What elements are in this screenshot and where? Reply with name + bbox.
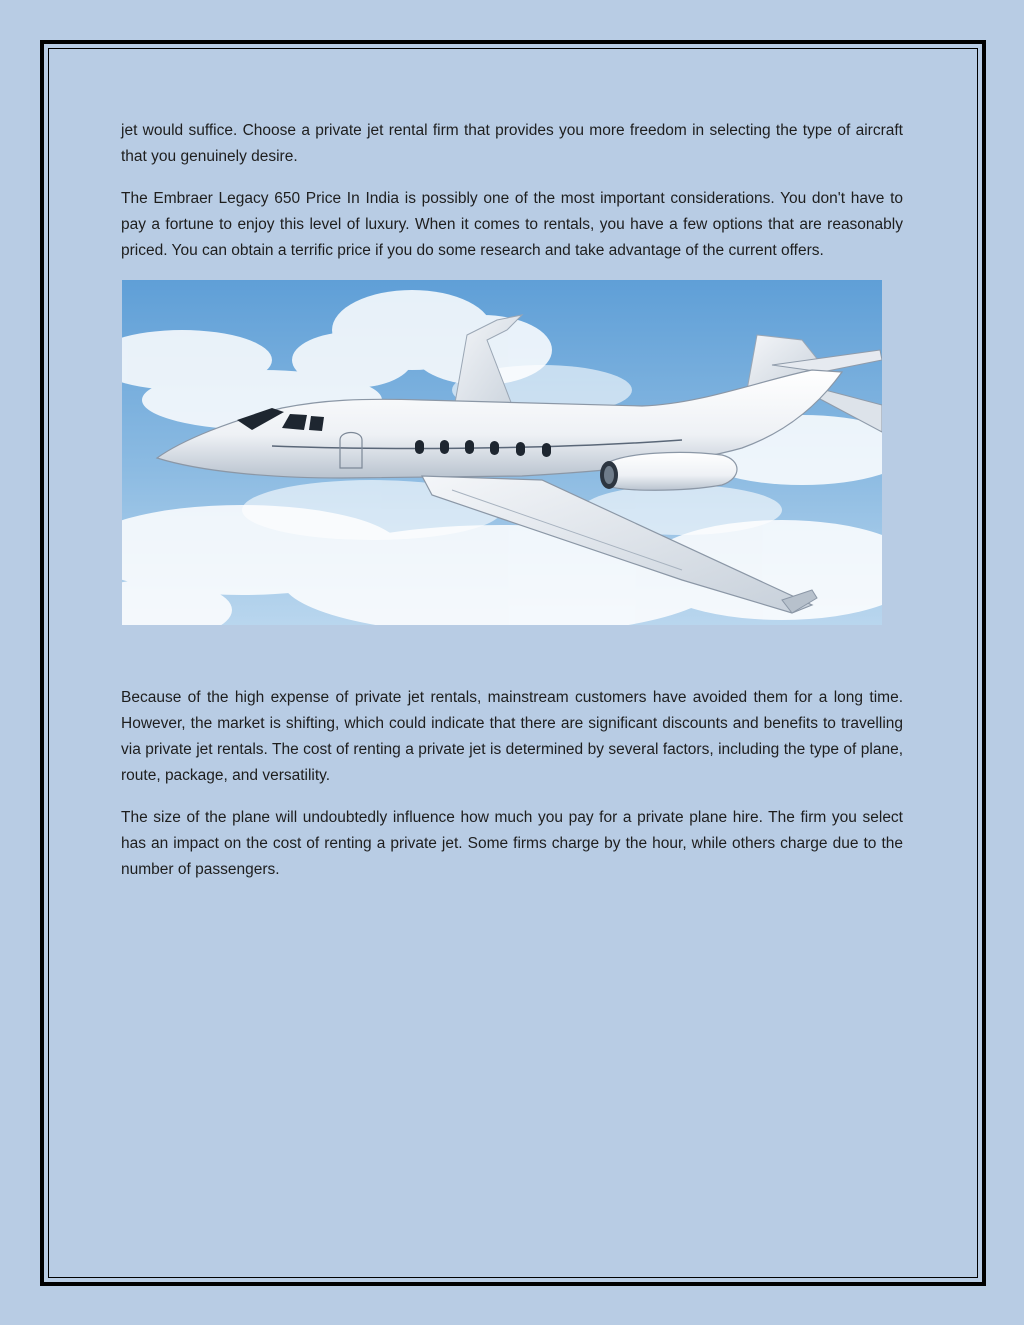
paragraph-3: Because of the high expense of private jet rentals, mainstream customers have avoided them for a long time. However, the market is shifting, which could indicate that there are significant discounts and benefits to travelling via private jet rentals. The cost of renting a private jet is determined by several factors, including the type of plane, route, package, and versatility.	[121, 689, 903, 784]
jet-photo	[122, 280, 882, 625]
paragraph-1: jet would suffice. Choose a private jet rental firm that provides you more freedom in selecting the type of aircraft that you genuinely desire.	[121, 122, 903, 165]
paragraph-2: The Embraer Legacy 650 Price In India is possibly one of the most important considerations. You don't have to pay a fortune to enjoy this level of luxury. When it comes to rentals, you have a few options that are reasonably priced. You can obtain a terrific price if you do some research and take advantage of the current offers.	[121, 190, 903, 259]
jet-illustration	[122, 280, 882, 625]
document-body	[121, 118, 903, 899]
paragraph-4: The size of the plane will undoubtedly influence how much you pay for a private plane hire. The firm you select has an impact on the cost of renting a private jet. Some firms charge by the hour, while others charge due to the number of passengers.	[121, 809, 903, 878]
